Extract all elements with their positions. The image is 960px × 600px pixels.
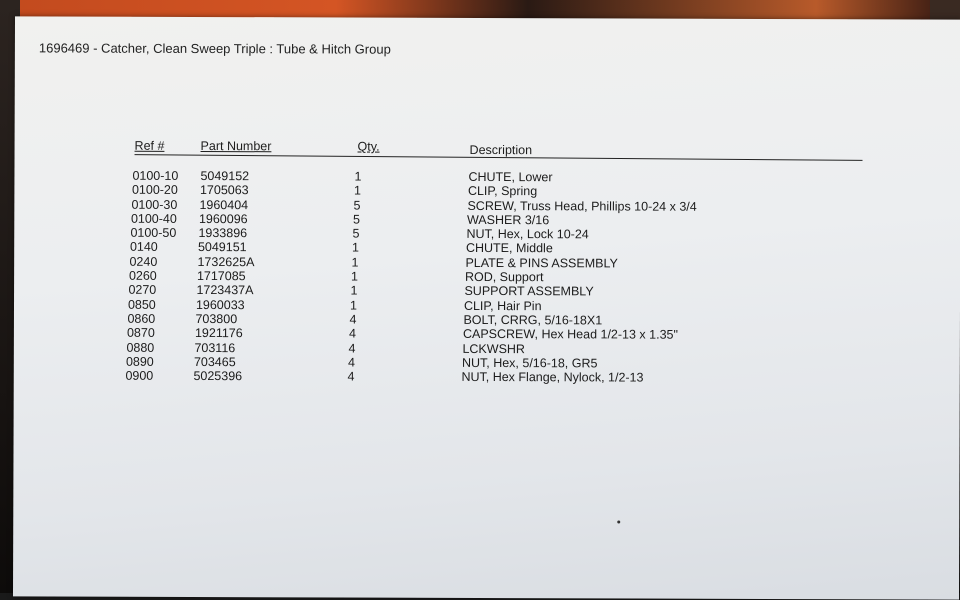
cell-part-number: 1705063 [199, 183, 249, 198]
cell-qty: 1 [350, 269, 358, 284]
cell-part-number: 703465 [193, 354, 236, 369]
cell-qty: 1 [354, 169, 362, 184]
cell-part-number: 1717085 [196, 269, 246, 284]
cell-ref: 0270 [128, 283, 157, 298]
cell-part-number: 5025396 [193, 369, 243, 384]
cell-description: ROD, Support [464, 270, 544, 285]
header-part-number: Part Number [200, 138, 272, 154]
cell-ref: 0100-10 [132, 168, 179, 183]
cell-description: CHUTE, Middle [465, 241, 553, 256]
cell-qty: 4 [347, 355, 355, 370]
cell-ref: 0860 [127, 311, 156, 326]
cell-description: CHUTE, Lower [468, 169, 553, 185]
cell-description: PLATE & PINS ASSEMBLY [465, 255, 618, 271]
cell-description: NUT, Hex, Lock 10-24 [466, 227, 589, 242]
cell-qty: 5 [352, 212, 360, 227]
cell-part-number: 5049152 [200, 168, 250, 184]
table-row [7, 368, 953, 386]
cell-ref: 0870 [126, 326, 155, 341]
cell-ref: 0100-50 [130, 225, 177, 241]
cell-part-number: 703800 [195, 311, 238, 327]
cell-ref: 0100-20 [131, 183, 178, 198]
cell-part-number: 1960404 [199, 197, 249, 212]
cell-part-number: 1960096 [198, 211, 248, 227]
cell-ref: 0100-40 [130, 211, 177, 226]
header-qty: Qty. [357, 139, 380, 154]
cell-description: SUPPORT ASSEMBLY [464, 284, 594, 299]
cell-qty: 5 [352, 226, 360, 241]
cell-ref: 0240 [129, 254, 158, 269]
cell-qty: 4 [349, 312, 357, 327]
header-ref: Ref # [134, 138, 165, 153]
cell-qty: 1 [353, 183, 361, 198]
cell-description: WASHER 3/16 [466, 212, 550, 228]
cell-qty: 4 [348, 326, 356, 341]
cell-description: SCREW, Truss Head, Phillips 10-24 x 3/4 [467, 198, 697, 214]
cell-part-number: 1723437A [196, 283, 254, 298]
cell-part-number: 5049151 [197, 240, 247, 255]
cell-qty: 1 [351, 255, 359, 270]
cell-description: CAPSCREW, Hex Head 1/2-13 x 1.35" [462, 327, 678, 342]
cell-part-number: 703116 [194, 340, 236, 355]
cell-qty: 1 [350, 283, 358, 298]
document-title: 1696469 - Catcher, Clean Sweep Triple : Tube & Hitch Group [38, 40, 391, 57]
cell-part-number: 1933896 [198, 226, 248, 241]
cell-description: NUT, Hex, 5/16-18, GR5 [461, 355, 598, 371]
cell-ref: 0100-30 [131, 197, 178, 212]
cell-qty: 1 [351, 241, 359, 256]
cell-description: CLIP, Hair Pin [463, 298, 542, 313]
parts-table [14, 168, 960, 386]
cell-qty: 5 [353, 198, 361, 213]
cell-part-number: 1921176 [194, 326, 243, 341]
cell-description: BOLT, CRRG, 5/16-18X1 [463, 312, 603, 328]
cell-ref: 0900 [125, 368, 154, 383]
cell-ref: 0140 [129, 240, 158, 255]
cell-ref: 0880 [126, 340, 155, 355]
cell-ref: 0850 [127, 297, 156, 312]
header-description: Description [469, 142, 533, 158]
cell-ref: 0260 [128, 268, 157, 283]
paper-sheet [13, 16, 960, 599]
cell-qty: 4 [347, 369, 355, 384]
cell-description: LCKWSHR [462, 341, 526, 356]
cell-ref: 0890 [125, 354, 154, 369]
cell-qty: 4 [348, 341, 356, 356]
cell-part-number: 1732625A [197, 254, 255, 269]
cell-part-number: 1960033 [195, 297, 245, 312]
speck [617, 520, 620, 523]
cell-description: CLIP, Spring [467, 184, 538, 199]
cell-qty: 1 [349, 298, 357, 313]
cell-description: NUT, Hex Flange, Nylock, 1/2-13 [461, 370, 644, 385]
